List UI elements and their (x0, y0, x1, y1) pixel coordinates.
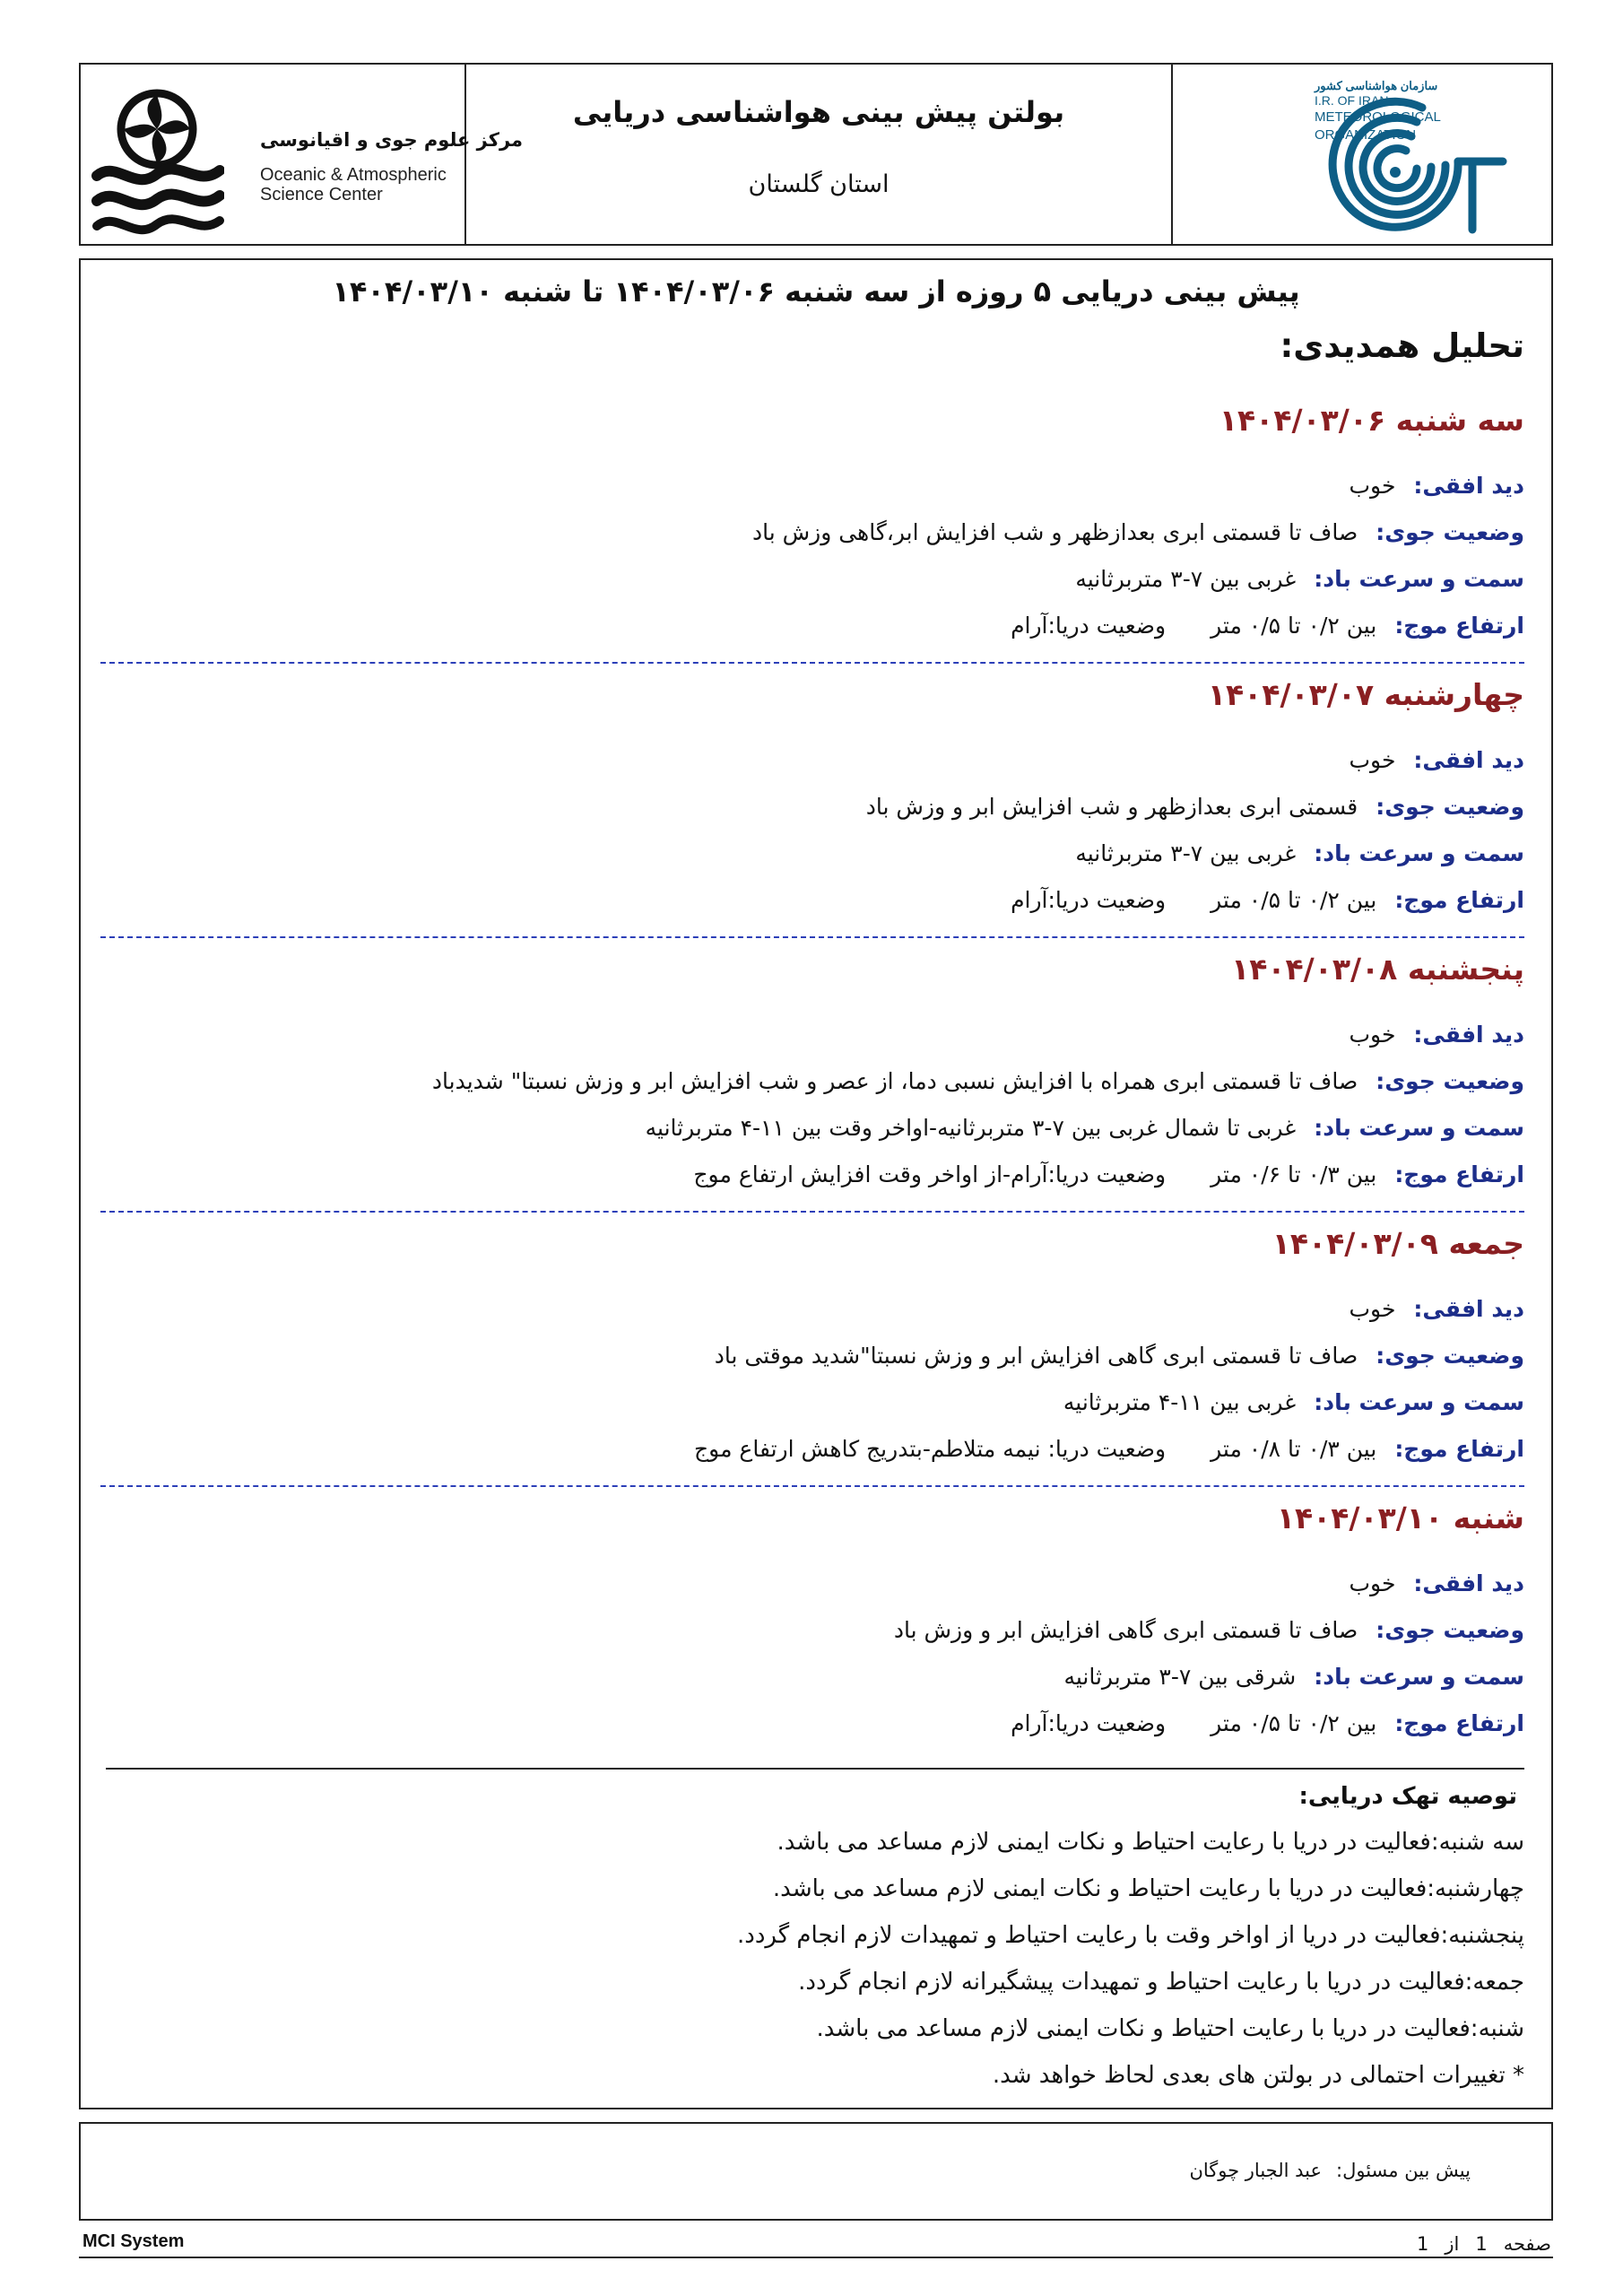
recommendations-list (737, 1819, 1524, 2099)
day-block (100, 1220, 1524, 1473)
page-number (1401, 2233, 1551, 2255)
wave-row (100, 1152, 1524, 1198)
oasc-name-en-line1: Oceanic & Atmospheric (260, 165, 447, 185)
synoptic-analysis-heading: تحلیل همدیدی: (1280, 326, 1524, 365)
irimo-logo-cell (1173, 65, 1551, 244)
forecaster-name: عبد الجبار چوگان (1189, 2160, 1323, 2181)
wave-row (100, 1700, 1524, 1747)
recommendations-title: توصیه تهک دریایی: (1298, 1783, 1517, 1810)
visibility-row (100, 463, 1524, 509)
day-block (100, 671, 1524, 924)
visibility-value: خوب (1349, 1022, 1396, 1048)
weather-value: قسمتی ابری بعدازظهر و شب افزایش ابر و وزش باد (865, 794, 1358, 820)
sea-state-value: وضعیت دریا:آرام (1011, 1710, 1167, 1736)
page-of: از (1445, 2233, 1460, 2255)
wind-value: غربی بین ۷-۳ متربرثانیه (1075, 840, 1297, 866)
wave-label: ارتفاع موج: (1394, 1161, 1524, 1187)
visibility-label: دید افقی: (1413, 1570, 1524, 1596)
weather-label: وضعیت جوی: (1376, 1068, 1524, 1094)
page-total: 1 (1416, 2233, 1429, 2255)
visibility-label: دید افقی: (1413, 1022, 1524, 1048)
visibility-value: خوب (1349, 747, 1396, 773)
weather-value: صاف تا قسمتی ابری گاهی افزایش ابر و وزش باد (893, 1617, 1358, 1643)
wind-row (100, 556, 1524, 603)
wind-row (100, 1105, 1524, 1152)
wind-value: شرقی بین ۷-۳ متربرثانیه (1063, 1664, 1297, 1690)
forecaster-box (79, 2122, 1553, 2221)
oasc-logo-icon (90, 77, 224, 237)
day-separator (100, 662, 1524, 664)
visibility-value: خوب (1349, 473, 1396, 499)
system-name: MCI System (82, 2231, 185, 2251)
oasc-name-en-line2: Science Center (260, 185, 383, 204)
page-label: صفحه (1503, 2233, 1551, 2255)
wave-value: بین ۰/۲ تا ۰/۵ متر (1211, 887, 1377, 913)
wave-label: ارتفاع موج: (1394, 887, 1524, 913)
wave-row (100, 1426, 1524, 1473)
weather-value: صاف تا قسمتی ابری بعدازظهر و شب افزایش ابر،گاهی وزش باد (751, 519, 1358, 545)
title-cell (466, 65, 1173, 244)
visibility-value: خوب (1349, 1570, 1396, 1596)
day-block (100, 945, 1524, 1198)
wind-value: غربی تا شمال غربی بین ۷-۳ متربرثانیه-اواخر وقت بین ۱۱-۴ متربرثانیه (645, 1115, 1297, 1141)
weather-label: وضعیت جوی: (1376, 519, 1524, 545)
weather-label: وضعیت جوی: (1376, 1343, 1524, 1369)
forecast-title: پیش بینی دریایی ۵ روزه از سه شنبه ۱۴۰۴/۰۳/۰۶ تا شنبه ۱۴۰۴/۰۳/۱۰ (332, 274, 1300, 309)
wave-value: بین ۰/۳ تا ۰/۶ متر (1211, 1161, 1377, 1187)
visibility-row (100, 1012, 1524, 1058)
oasc-name-fa: مرکز علوم جوی و اقیانوسی (260, 129, 524, 151)
wave-label: ارتفاع موج: (1394, 1436, 1524, 1462)
sea-state-value: وضعیت دریا:آرام (1011, 613, 1167, 639)
wave-value: بین ۰/۲ تا ۰/۵ متر (1211, 613, 1377, 639)
recommendation-item: پنجشنبه:فعالیت در دریا از اواخر وقت با رعایت احتیاط و تمهیدات لازم انجام گردد. (737, 1922, 1524, 1949)
sea-state-value: وضعیت دریا: نیمه متلاطم-بتدریج کاهش ارتفاع موج (694, 1436, 1167, 1462)
wind-row (100, 831, 1524, 877)
sea-state-value: وضعیت دریا:آرام-از اواخر وقت افزایش ارتفاع موج (693, 1161, 1167, 1187)
visibility-label: دید افقی: (1413, 1296, 1524, 1322)
weather-row (100, 1058, 1524, 1105)
day-title: پنجشنبه ۱۴۰۴/۰۳/۰۸ (1231, 952, 1524, 987)
weather-value: صاف تا قسمتی ابری گاهی افزایش ابر و وزش نسبتا"شدید موقتی باد (714, 1343, 1358, 1369)
forecast-content (79, 258, 1553, 2109)
weather-row (100, 784, 1524, 831)
bulletin-title: بولتن پیش بینی هواشناسی دریایی (572, 95, 1065, 129)
recommendation-item: چهارشنبه:فعالیت در دریا با رعایت احتیاط و نکات ایمنی لازم مساعد می باشد. (772, 1875, 1524, 1902)
header (79, 63, 1553, 246)
visibility-row (100, 1561, 1524, 1607)
wind-label: سمت و سرعت باد: (1314, 1389, 1524, 1415)
irimo-line3: ORGANIZATION (1315, 127, 1417, 143)
day-separator (100, 1485, 1524, 1487)
wind-label: سمت و سرعت باد: (1314, 1664, 1524, 1690)
wind-row (100, 1379, 1524, 1426)
wave-row (100, 877, 1524, 924)
day-block (100, 396, 1524, 649)
wind-label: سمت و سرعت باد: (1314, 840, 1524, 866)
wind-value: غربی بین ۱۱-۴ متربرثانیه (1063, 1389, 1297, 1415)
weather-row (100, 509, 1524, 556)
wave-label: ارتفاع موج: (1394, 613, 1524, 639)
wind-label: سمت و سرعت باد: (1314, 566, 1524, 592)
visibility-label: دید افقی: (1413, 473, 1524, 499)
day-title: جمعه ۱۴۰۴/۰۳/۰۹ (1271, 1226, 1524, 1261)
wind-value: غربی بین ۷-۳ متربرثانیه (1075, 566, 1297, 592)
day-title: سه شنبه ۱۴۰۴/۰۳/۰۶ (1219, 403, 1524, 438)
visibility-label: دید افقی: (1413, 747, 1524, 773)
irimo-line2: METEOROLOGICAL (1315, 109, 1441, 125)
wave-value: بین ۰/۲ تا ۰/۵ متر (1211, 1710, 1377, 1736)
weather-row (100, 1607, 1524, 1654)
weather-row (100, 1333, 1524, 1379)
irimo-name-fa: سازمان هواشناسی کشور (1315, 79, 1438, 92)
visibility-row (100, 1286, 1524, 1333)
weather-label: وضعیت جوی: (1376, 1617, 1524, 1643)
day-title: شنبه ۱۴۰۴/۰۳/۱۰ (1276, 1500, 1524, 1535)
day-separator (100, 936, 1524, 938)
visibility-value: خوب (1349, 1296, 1396, 1322)
recommendations-divider (106, 1768, 1524, 1770)
province-name: استان گلستان (748, 170, 890, 198)
day-separator (100, 1211, 1524, 1213)
forecaster-info (1189, 2160, 1471, 2181)
wind-label: سمت و سرعت باد: (1314, 1115, 1524, 1141)
day-block (100, 1494, 1524, 1747)
oasc-logo-cell (81, 65, 524, 244)
recommendation-item: شنبه:فعالیت در دریا با رعایت احتیاط و نکات ایمنی لازم مساعد می باشد. (816, 2015, 1524, 2042)
wave-label: ارتفاع موج: (1394, 1710, 1524, 1736)
weather-label: وضعیت جوی: (1376, 794, 1524, 820)
footer-rule (79, 2257, 1553, 2258)
day-title: چهارشنبه ۱۴۰۴/۰۳/۰۷ (1207, 677, 1524, 712)
visibility-row (100, 737, 1524, 784)
disclaimer-note: * تغییرات احتمالی در بولتن های بعدی لحاظ خواهد شد. (992, 2062, 1524, 2089)
sea-state-value: وضعیت دریا:آرام (1011, 887, 1167, 913)
wave-row (100, 603, 1524, 649)
recommendation-item: جمعه:فعالیت در دریا با رعایت احتیاط و تمهیدات پیشگیرانه لازم انجام گردد. (798, 1969, 1524, 1996)
irimo-line1: I.R. OF IRAN (1315, 93, 1389, 108)
recommendation-item: سه شنبه:فعالیت در دریا با رعایت احتیاط و نکات ایمنی لازم مساعد می باشد. (777, 1829, 1524, 1856)
weather-value: صاف تا قسمتی ابری همراه با افزایش نسبی دما، از عصر و شب افزایش ابر و وزش نسبتا" شدیدباد (431, 1068, 1358, 1094)
forecaster-label: پیش بین مسئول: (1336, 2160, 1471, 2181)
wind-row (100, 1654, 1524, 1700)
page-current: 1 (1475, 2233, 1488, 2255)
wave-value: بین ۰/۳ تا ۰/۸ متر (1211, 1436, 1377, 1462)
